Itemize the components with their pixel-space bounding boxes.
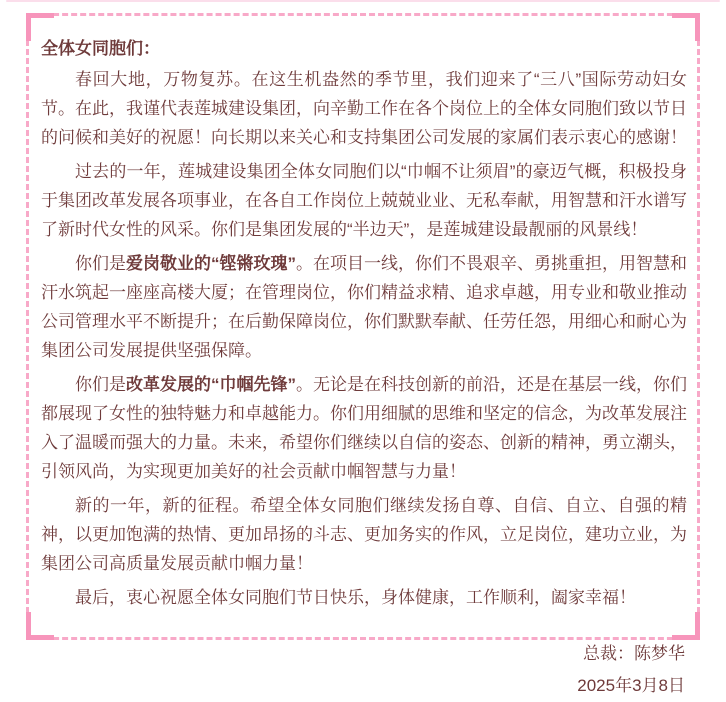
signature-date: 2025年3月8日 bbox=[577, 676, 685, 695]
paragraph-5: 新的一年，新的征程。希望全体女同胞们继续发扬自尊、自信、自立、自强的精神，以更加饱满的热情、更加昂扬的斗志、更加务实的作风，立足岗位，建功立业，为集团公司高质量发展贡献巾帼力量！ bbox=[41, 496, 687, 573]
letter-dashed-frame bbox=[26, 13, 700, 695]
paragraph-4: 你们是改革发展的“巾帼先锋”。无论是在科技创新的前沿，还是在基层一线，你们都展现了女性的独特魅力和卓越能力。你们用细腻的思维和坚定的信念，为改革发展注入了温暖而强大的力量。未来，希望你们继续以自信的姿态、创新的精神，勇立潮头，引领风尚，为实现更加美好的社会贡献巾帼智慧与力量！ bbox=[41, 375, 687, 481]
paragraph-1: 春回大地，万物复苏。在这生机盎然的季节里，我们迎来了“三八”国际劳动妇女节。在此，我谨代表莲城建设集团，向辛勤工作在各个岗位上的全体女同胞们致以节日的问候和美好的祝愿！向长期以来关心和支持集团公司发展的家属们表示衷心的感谢！ bbox=[41, 70, 687, 147]
salutation: 全体女同胞们： bbox=[41, 39, 160, 58]
signature-block bbox=[41, 638, 687, 702]
paragraph-2: 过去的一年，莲城建设集团全体女同胞们以“巾帼不让须眉”的豪迈气概，积极投身于集团改革发展各项事业，在各自工作岗位上兢兢业业、无私奉献，用智慧和汗水谱写了新时代女性的风采。你们是集团发展的“半边天”，是莲城建设最靓丽的风景线！ bbox=[41, 162, 687, 239]
paragraph-3: 你们是爱岗敬业的“铿锵玫瑰”。在项目一线，你们不畏艰辛、勇挑重担，用智慧和汗水筑起一座座高楼大厦；在管理岗位，你们精益求精、追求卓越，用专业和敬业推动公司管理水平不断提升；在后勤保障岗位，你们默默奉献、任劳任怨，用细心和耐心为集团公司发展提供坚强保障。 bbox=[41, 254, 687, 360]
top-divider-line bbox=[6, 0, 720, 2]
paragraph-6: 最后，衷心祝愿全体女同胞们节日快乐，身体健康，工作顺利，阖家幸福！ bbox=[75, 588, 636, 607]
letter-body bbox=[41, 34, 687, 702]
signature-signer: 总裁：陈梦华 bbox=[583, 644, 685, 663]
